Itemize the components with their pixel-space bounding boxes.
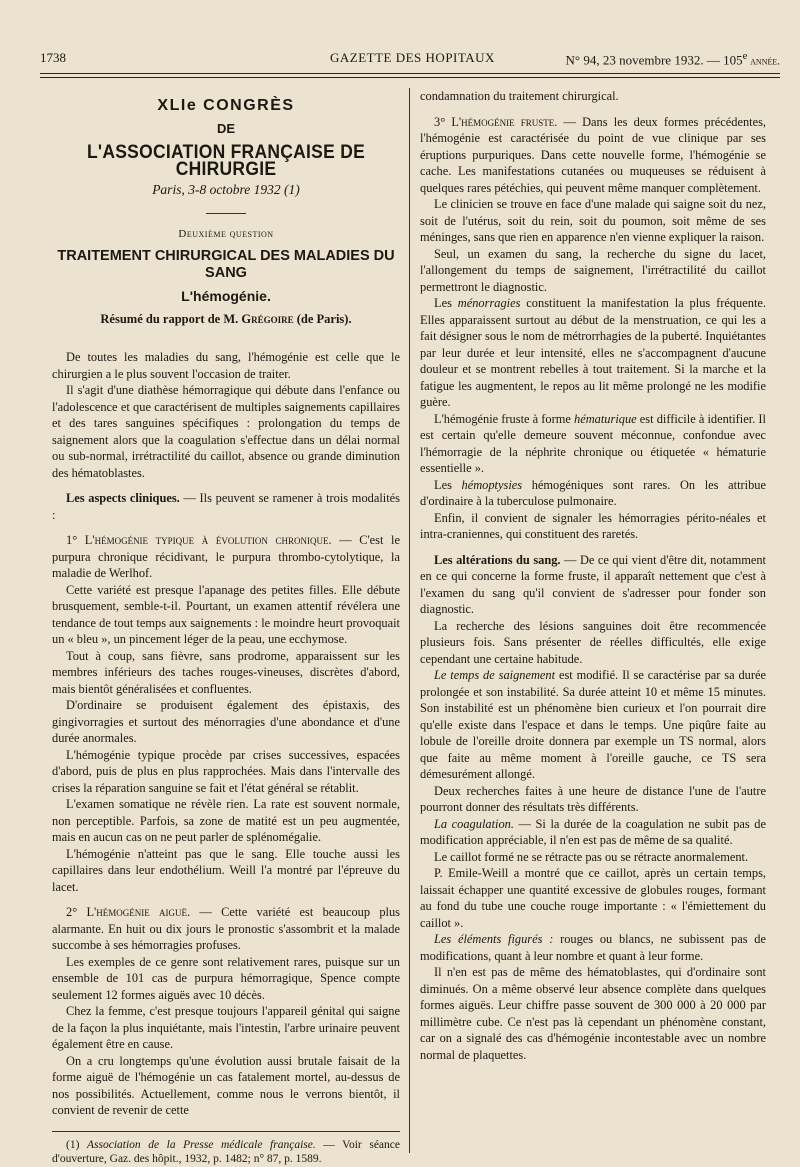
section-lead: L'hémogénie aiguë.: [86, 905, 191, 919]
summary-line: [52, 311, 400, 328]
running-header: [40, 50, 780, 70]
page-number: 1738: [40, 50, 66, 65]
section-lead: L'hémogénie fruste.: [451, 114, 558, 129]
paragraph: Deux recherches faites à une heure de distance l'une de l'autre pourront donner des résultats très différents.: [420, 783, 766, 814]
right-column: [420, 88, 766, 1063]
paragraph: 2° L'hémogénie aiguë. — Cette variété est beaucoup plus alarmante. En huit ou dix jours le pronostic s'assombrit et la malade succombe à ses hémorragies profuses.: [52, 905, 400, 952]
footnote: (1) Association de la Presse médicale française. — Voir séance d'ouverture, Gaz. des hôpit., 1932, p. 1482; n° 87, p. 1589.: [52, 1138, 400, 1165]
paragraph: Enfin, il convient de signaler les hémorragies périto-néales et intra-craniennes, qui constituent des raretés.: [420, 510, 766, 541]
article-subheading: L'hémogénie.: [181, 288, 271, 304]
issue-sup: e: [742, 50, 748, 62]
paragraph: Les aspects cliniques. — Ils peuvent se ramener à trois modalités :: [52, 491, 400, 522]
column-divider: [409, 88, 410, 1153]
congress-place-date: Paris, 3-8 octobre 1932 (1): [152, 182, 300, 197]
paragraph: Les éléments figurés : rouges ou blancs, ne subissent pas de modifications, quant à leur nombre et quant à leur forme.: [420, 932, 767, 963]
paragraph: 1° L'hémogénie typique à évolution chronique. — C'est le purpura chronique récidivant, le purpura thrombo-cytolytique, la maladie de Werlhof.: [52, 533, 400, 580]
issue-year-label: année.: [747, 55, 780, 68]
paragraph: L'hémogénie n'atteint pas que le sang. Elle touche aussi les capillaires dans leur endothélium. Weill l'a montré par l'épreuve du lacet.: [52, 846, 400, 894]
paragraph: La coagulation. — Si la durée de la coagulation ne subit pas de modification appréciable, il n'en est pas de même de sa qualité.: [420, 816, 766, 847]
left-column: [52, 90, 400, 1167]
paragraph: Les ménorragies constituent la manifestation la plus fréquente. Elles apparaissent surtout au début de la menstruation, ce qui les a fait désigner sous le nom de métrorrhagies de la puberté. Inquiétantes par leur durée et leur intensité, elles ne s'accompagnent d'aucune douleur et se montrent rebelles à tout traitement. Si la marche et la fatigue les augmentent, le repos au lit même prolongé ne les modifie guère.: [420, 296, 766, 409]
paragraph: Le clinicien se trouve en face d'une malade qui saigne soit du nez, soit de l'utérus, soit du rein, soit du poumon, soit même de ses méninges, sans que rien en apparence n'en vienne expliquer la raison.: [420, 197, 766, 244]
paragraph: De toutes les maladies du sang, l'hémogénie est celle que le chirurgien a le plus souvent l'occasion de traiter.: [52, 350, 400, 381]
article-heading: TRAITEMENT CHIRURGICAL DES MALADIES DU SANG: [57, 248, 395, 281]
paragraph: D'ordinaire se produisent également des épistaxis, des gingivorragies et surtout des ménorragies d'une abondance et d'une durée anormales.: [52, 698, 400, 745]
header-rule-bottom: [40, 77, 780, 78]
title-divider: [206, 213, 246, 214]
paragraph: Cette variété est presque l'apanage des petites filles. Elle débute brusquement, semble-t-il. Pourtant, un examen attentif révélera une tendance de tout temps aux saignements : le moindre heurt provoquait un « bleu », un pincement léger de la peau, une ecchymose.: [52, 582, 400, 646]
summary-suffix: (de Paris).: [296, 311, 352, 326]
issue-info: [566, 50, 781, 68]
paragraph: On a cru longtemps qu'une évolution aussi brutale faisait de la forme aiguë de l'hémogénie un cas fatalement mortel, au-dessus de nos possibilités. Actuellement, comme nous le verrons bientôt, il convient de revenir de cette: [52, 1053, 400, 1117]
section-lead: Les altérations du sang.: [434, 552, 561, 567]
paragraph: Le caillot formé ne se rétracte pas ou se rétracte anormalement.: [434, 849, 749, 864]
summary-author: Grégoire: [241, 311, 294, 326]
footnote-rule: [52, 1131, 400, 1132]
paragraph: 3° L'hémogénie fruste. — Dans les deux formes précédentes, l'hémogénie est caractérisée du point de vue clinique par ses éruptions purpuriques. Dans cette nouvelle forme, l'hémogénie se cache. Les manifestations cutanées ou muqueuses se réduisent à quelques rares pétéchies, qui peuvent même manquer complètement.: [420, 114, 766, 195]
paragraph: L'examen somatique ne révèle rien. La rate est souvent normale, non perceptible. Parfois, sa zone de matité est un peu augmentée, mais en aucun cas on ne peut parler de splénomégalie.: [52, 797, 400, 844]
paragraph: P. Emile-Weill a montré que ce caillot, après un certain temps, laissait échapper une quantité excessive de globules rouges, formant au fond du tube une couche rouge importante : « l'émiettement du caillot ».: [420, 866, 766, 930]
paragraph: L'hémogénie typique procède par crises successives, espacées d'abord, puis de plus en plus rapprochées. Mais dans l'intervalle des crises la réparation sanguine se fait et l'état général se rétablit.: [52, 747, 400, 795]
section-label: Deuxième question: [178, 227, 274, 240]
paragraph: Il n'en est pas de même des hématoblastes, qui d'ordinaire sont diminués. On a même observé leur absence complète dans quelques formes aiguës. Leur chiffre passe souvent de 300 000 à 20 000 par millimètre cube. Ce n'est pas là cependant un phénomène constant, car on a signalé des cas d'hémogénie incontestable avec un nombre normal de plaquettes.: [420, 965, 766, 1062]
paragraph: Les altérations du sang. — De ce qui vient d'être dit, notamment en ce qui concerne la forme fruste, il apparaît nettement que c'est à l'examen du sang qu'il convient de s'adresser pour fonder son diagnostic.: [420, 552, 766, 616]
paragraph: condamnation du traitement chirurgical.: [420, 89, 619, 103]
issue-date: N° 94, 23 novembre 1932. — 105: [565, 52, 743, 68]
section-lead: Les aspects cliniques.: [66, 491, 180, 505]
paragraph: Tout à coup, sans fièvre, sans prodrome, apparaissent sur les membres inférieurs des taches rouges-vineuses, discrètes d'abord, mais bientôt généralisées et confluentes.: [52, 648, 400, 696]
journal-title: GAZETTE DES HOPITAUX: [330, 50, 495, 65]
section-lead: L'hémogénie typique à évolution chronique.: [84, 533, 332, 547]
association-title: L'ASSOCIATION FRANÇAISE DE CHIRURGIE: [86, 142, 366, 180]
summary-prefix: Résumé du rapport de M.: [100, 311, 239, 326]
congress-de: DE: [216, 120, 236, 136]
paragraph: La recherche des lésions sanguines doit être recommencée plusieurs fois. Sans présenter de réelles difficultés, elle exige cependant une certaine habitude.: [420, 618, 766, 666]
paragraph: Il s'agit d'une diathèse hémorragique qui débute dans l'enfance ou l'adolescence et que caractérisent de multiples saignements capillaires et des tares sanguines spécifiques : prolongation du temps de saignement alors que la coagulation s'effectue dans un délai normal ou sub-normal, irrétractilité du caillot, absence ou grande diminution des hématoblastes.: [52, 383, 400, 480]
paragraph: Les exemples de ce genre sont relativement rares, puisque sur un ensemble de 101 cas de purpura hémorragique, Spence compte seulement 12 formes aiguës avec 10 décès.: [52, 954, 400, 1002]
paragraph: L'hémogénie fruste à forme hématurique est difficile à identifier. Il est certain qu'elle demeure souvent méconnue, confondue avec l'hémorragie de la néphrite chronique ou étiquetée « hématurie essentielle ».: [420, 411, 766, 475]
paragraph: Le temps de saignement est modifié. Il se caractérise par sa durée prolongée et son instabilité. Sa durée atteint 10 et même 15 minutes. Son instabilité est un phénomène bien curieux et l'on pourrait dire qu'elle existe dans l'espace et dans le temps. Une piqûre faite au lobule de l'oreille droite donnera par exemple un TS normal, alors que faite au même moment à l'oreille gauche, ce TS sera démesurément allongé.: [420, 668, 766, 781]
congress-title: XLIe CONGRÈS: [157, 97, 295, 114]
paragraph: Chez la femme, c'est presque toujours l'appareil génital qui saigne de la façon la plus inquiétante, mais l'intestin, l'arbre urinaire peuvent également être en cause.: [52, 1004, 400, 1051]
header-rule-top: [40, 73, 780, 74]
paragraph: Seul, un examen du sang, la recherche du signe du lacet, l'allongement du temps de saignement, l'irrétractilité du caillot permettront le diagnostic.: [420, 246, 766, 294]
paragraph: Les hémoptysies hémogéniques sont rares. On les attribue d'ordinaire à la tuberculose pulmonaire.: [420, 477, 766, 508]
